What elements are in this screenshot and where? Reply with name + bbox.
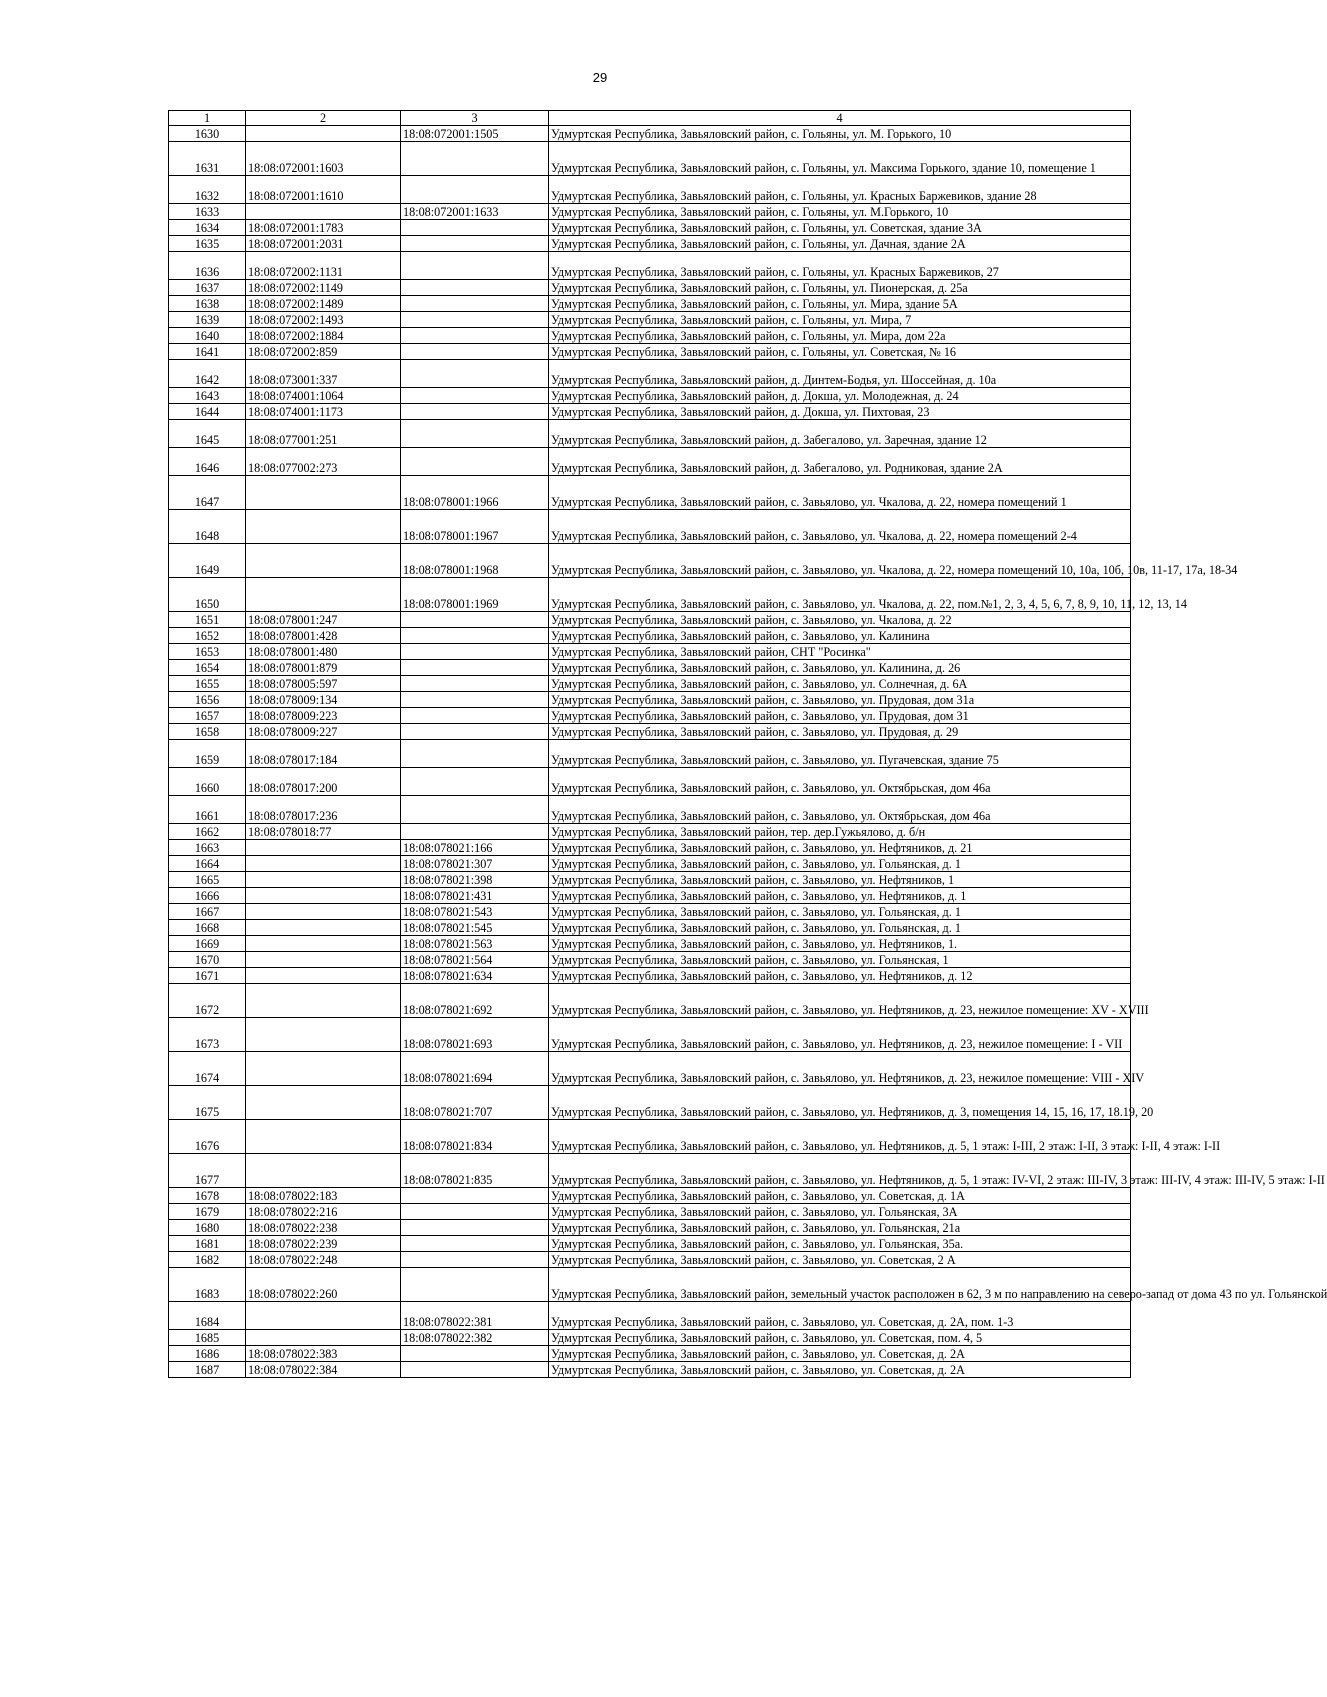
building-cadastral-cell [401, 724, 549, 740]
header-col-3: 3 [401, 111, 549, 126]
table-row [169, 724, 1131, 740]
cadastral-number-cell: 18:08:078022:238 [246, 1220, 401, 1236]
building-cadastral-cell: 18:08:078021:431 [401, 888, 549, 904]
building-cadastral-cell [401, 328, 549, 344]
cadastral-number-cell [246, 510, 401, 544]
header-col-1: 1 [169, 111, 246, 126]
row-number-cell: 1681 [169, 1236, 246, 1252]
address-cell: Удмуртская Республика, Завьяловский район, земельный участок расположен в 62, 3 м по направлению на северо-запад от дома 43 по ул. Гольянской [549, 1268, 1131, 1302]
address-cell: Удмуртская Республика, Завьяловский район, с. Завьялово, ул. Нефтяников, 1. [549, 936, 1131, 952]
row-number-cell: 1667 [169, 904, 246, 920]
address-cell: Удмуртская Республика, Завьяловский район, с. Завьялово, ул. Гольянская, 21а [549, 1220, 1131, 1236]
building-cadastral-cell [401, 312, 549, 328]
table-row [169, 740, 1131, 768]
address-cell: Удмуртская Республика, Завьяловский район, с. Завьялово, ул. Советская, д. 2А [549, 1346, 1131, 1362]
table-row [169, 236, 1131, 252]
building-cadastral-cell [401, 1220, 549, 1236]
address-cell: Удмуртская Республика, Завьяловский район, с. Завьялово, ул. Гольянская, д. 1 [549, 904, 1131, 920]
building-cadastral-cell [401, 404, 549, 420]
address-cell: Удмуртская Республика, Завьяловский район, с. Завьялово, ул. Солнечная, д. 6А [549, 676, 1131, 692]
address-cell: Удмуртская Республика, Завьяловский район, д. Динтем-Бодья, ул. Шоссейная, д. 10а [549, 360, 1131, 388]
row-number-cell: 1675 [169, 1086, 246, 1120]
table-row [169, 1018, 1131, 1052]
address-cell: Удмуртская Республика, Завьяловский район, с. Завьялово, ул. Советская, д. 2А, пом. 1-3 [549, 1302, 1131, 1330]
row-number-cell: 1656 [169, 692, 246, 708]
table-row [169, 1086, 1131, 1120]
building-cadastral-cell: 18:08:078001:1967 [401, 510, 549, 544]
cadastral-number-cell: 18:08:078009:134 [246, 692, 401, 708]
cadastral-number-cell: 18:08:074001:1173 [246, 404, 401, 420]
cadastral-number-cell [246, 1302, 401, 1330]
cadastral-number-cell: 18:08:074001:1064 [246, 388, 401, 404]
cadastral-number-cell [246, 872, 401, 888]
building-cadastral-cell [401, 796, 549, 824]
building-cadastral-cell [401, 1346, 549, 1362]
cadastral-number-cell: 18:08:078022:216 [246, 1204, 401, 1220]
row-number-cell: 1679 [169, 1204, 246, 1220]
address-cell: Удмуртская Республика, Завьяловский район, с. Завьялово, ул. Нефтяников, д. 23, нежилое помещение: I - VII [549, 1018, 1131, 1052]
cadastral-number-cell [246, 476, 401, 510]
building-cadastral-cell [401, 676, 549, 692]
cadastral-number-cell [246, 1018, 401, 1052]
cadastral-number-cell: 18:08:078005:597 [246, 676, 401, 692]
table-row [169, 344, 1131, 360]
building-cadastral-cell: 18:08:078021:834 [401, 1120, 549, 1154]
cadastral-number-cell [246, 1330, 401, 1346]
row-number-cell: 1643 [169, 388, 246, 404]
table-row [169, 404, 1131, 420]
row-number-cell: 1640 [169, 328, 246, 344]
cadastral-number-cell: 18:08:078009:223 [246, 708, 401, 724]
address-cell: Удмуртская Республика, Завьяловский район, д. Забегалово, ул. Заречная, здание 12 [549, 420, 1131, 448]
building-cadastral-cell [401, 612, 549, 628]
building-cadastral-cell: 18:08:078021:307 [401, 856, 549, 872]
cadastral-number-cell [246, 1052, 401, 1086]
building-cadastral-cell [401, 448, 549, 476]
building-cadastral-cell: 18:08:078021:166 [401, 840, 549, 856]
cadastral-number-cell [246, 936, 401, 952]
row-number-cell: 1649 [169, 544, 246, 578]
table-row [169, 204, 1131, 220]
building-cadastral-cell [401, 360, 549, 388]
address-cell: Удмуртская Республика, Завьяловский район, с. Завьялово, ул. Нефтяников, 1 [549, 872, 1131, 888]
address-cell: Удмуртская Республика, Завьяловский район, с. Завьялово, ул. Нефтяников, д. 23, нежилое помещение: XV - XVIII [549, 984, 1131, 1018]
address-cell: Удмуртская Республика, Завьяловский район, с. Завьялово, ул. Чкалова, д. 22, номера помещений 10, 10а, 10б, 10в, 11-17, 17а, 18-34 [549, 544, 1131, 578]
building-cadastral-cell [401, 252, 549, 280]
table-row [169, 676, 1131, 692]
table-row [169, 1268, 1131, 1302]
building-cadastral-cell [401, 768, 549, 796]
building-cadastral-cell [401, 1268, 549, 1302]
building-cadastral-cell [401, 708, 549, 724]
cadastral-number-cell: 18:08:078017:200 [246, 768, 401, 796]
address-cell: Удмуртская Республика, Завьяловский район, с. Завьялово, ул. Нефтяников, д. 23, нежилое помещение: VIII - XIV [549, 1052, 1131, 1086]
building-cadastral-cell [401, 280, 549, 296]
page-number: 29 [592, 70, 608, 85]
table-row [169, 1236, 1131, 1252]
building-cadastral-cell: 18:08:078021:543 [401, 904, 549, 920]
cadastral-number-cell [246, 920, 401, 936]
address-cell: Удмуртская Республика, Завьяловский район, с. Завьялово, ул. Калинина, д. 26 [549, 660, 1131, 676]
row-number-cell: 1645 [169, 420, 246, 448]
building-cadastral-cell: 18:08:078021:634 [401, 968, 549, 984]
cadastral-number-cell [246, 204, 401, 220]
row-number-cell: 1647 [169, 476, 246, 510]
row-number-cell: 1634 [169, 220, 246, 236]
cadastral-number-cell: 18:08:078009:227 [246, 724, 401, 740]
row-number-cell: 1630 [169, 126, 246, 142]
building-cadastral-cell: 18:08:078022:382 [401, 1330, 549, 1346]
table-row [169, 1302, 1131, 1330]
address-cell: Удмуртская Республика, Завьяловский район, с. Завьялово, ул. Советская, 2 А [549, 1252, 1131, 1268]
table-row [169, 544, 1131, 578]
row-number-cell: 1654 [169, 660, 246, 676]
address-cell: Удмуртская Республика, Завьяловский район, д. Докша, ул. Пихтовая, 23 [549, 404, 1131, 420]
building-cadastral-cell: 18:08:078021:707 [401, 1086, 549, 1120]
building-cadastral-cell: 18:08:078021:398 [401, 872, 549, 888]
cadastral-number-cell [246, 840, 401, 856]
building-cadastral-cell [401, 1252, 549, 1268]
cadastral-number-cell: 18:08:073001:337 [246, 360, 401, 388]
row-number-cell: 1666 [169, 888, 246, 904]
row-number-cell: 1660 [169, 768, 246, 796]
address-cell: Удмуртская Республика, Завьяловский район, с. Завьялово, ул. Чкалова, д. 22, номера помещений 2-4 [549, 510, 1131, 544]
building-cadastral-cell [401, 1362, 549, 1378]
row-number-cell: 1687 [169, 1362, 246, 1378]
table-row [169, 796, 1131, 824]
row-number-cell: 1671 [169, 968, 246, 984]
address-cell: Удмуртская Республика, Завьяловский район, с. Гольяны, ул. Мира, дом 22а [549, 328, 1131, 344]
building-cadastral-cell: 18:08:078021:563 [401, 936, 549, 952]
table-row [169, 872, 1131, 888]
row-number-cell: 1685 [169, 1330, 246, 1346]
address-cell: Удмуртская Республика, Завьяловский район, с. Завьялово, ул. Гольянская, 3А [549, 1204, 1131, 1220]
table-row [169, 1204, 1131, 1220]
cadastral-number-cell: 18:08:072002:1884 [246, 328, 401, 344]
address-cell: Удмуртская Республика, Завьяловский район, с. Гольяны, ул. М. Горького, 10 [549, 126, 1131, 142]
address-cell: Удмуртская Республика, Завьяловский район, с. Завьялово, ул. Советская, пом. 4, 5 [549, 1330, 1131, 1346]
cadastral-number-cell [246, 952, 401, 968]
address-cell: Удмуртская Республика, Завьяловский район, д. Докша, ул. Молодежная, д. 24 [549, 388, 1131, 404]
table-row [169, 448, 1131, 476]
cadastral-number-cell [246, 1120, 401, 1154]
address-cell: Удмуртская Республика, Завьяловский район, с. Гольяны, ул. М.Горького, 10 [549, 204, 1131, 220]
cadastral-number-cell: 18:08:072001:1610 [246, 176, 401, 204]
cadastral-number-cell: 18:08:078001:480 [246, 644, 401, 660]
row-number-cell: 1636 [169, 252, 246, 280]
building-cadastral-cell [401, 220, 549, 236]
header-col-2: 2 [246, 111, 401, 126]
cadastral-number-cell: 18:08:072002:1149 [246, 280, 401, 296]
address-cell: Удмуртская Республика, Завьяловский район, с. Завьялово, ул. Октябрьская, дом 46а [549, 796, 1131, 824]
row-number-cell: 1683 [169, 1268, 246, 1302]
table-row [169, 252, 1131, 280]
address-cell: Удмуртская Республика, Завьяловский район, с. Завьялово, ул. Нефтяников, д. 1 [549, 888, 1131, 904]
cadastral-number-cell: 18:08:078018:77 [246, 824, 401, 840]
address-cell: Удмуртская Республика, Завьяловский район, с. Завьялово, ул. Нефтяников, д. 21 [549, 840, 1131, 856]
cadastral-number-cell: 18:08:072002:1489 [246, 296, 401, 312]
address-cell: Удмуртская Республика, Завьяловский район, с. Завьялово, ул. Чкалова, д. 22 [549, 612, 1131, 628]
address-cell: Удмуртская Республика, Завьяловский район, с. Гольяны, ул. Красных Баржевиков, 27 [549, 252, 1131, 280]
cadastral-number-cell: 18:08:078022:383 [246, 1346, 401, 1362]
table-row [169, 1330, 1131, 1346]
row-number-cell: 1670 [169, 952, 246, 968]
table-row [169, 510, 1131, 544]
building-cadastral-cell: 18:08:078021:564 [401, 952, 549, 968]
table-row [169, 824, 1131, 840]
table-row [169, 1154, 1131, 1188]
table-row [169, 768, 1131, 796]
address-cell: Удмуртская Республика, Завьяловский район, с. Завьялово, ул. Гольянская, 1 [549, 952, 1131, 968]
cadastral-number-cell: 18:08:072001:2031 [246, 236, 401, 252]
address-cell: Удмуртская Республика, Завьяловский район, с. Завьялово, ул. Калинина [549, 628, 1131, 644]
building-cadastral-cell: 18:08:072001:1633 [401, 204, 549, 220]
building-cadastral-cell [401, 660, 549, 676]
table-row [169, 952, 1131, 968]
table-row [169, 628, 1131, 644]
table-row [169, 708, 1131, 724]
cadastral-number-cell [246, 984, 401, 1018]
address-cell: Удмуртская Республика, Завьяловский район, СНТ "Росинка" [549, 644, 1131, 660]
table-row [169, 1120, 1131, 1154]
cadastral-number-cell [246, 1086, 401, 1120]
address-cell: Удмуртская Республика, Завьяловский район, с. Завьялово, ул. Нефтяников, д. 5, 1 этаж: I-III, 2 этаж: I-II, 3 этаж: I-II, 4 этаж: I-II [549, 1120, 1131, 1154]
table-row [169, 1362, 1131, 1378]
building-cadastral-cell [401, 344, 549, 360]
building-cadastral-cell: 18:08:078001:1966 [401, 476, 549, 510]
table-row [169, 312, 1131, 328]
row-number-cell: 1638 [169, 296, 246, 312]
cadastral-number-cell [246, 968, 401, 984]
cadastral-number-cell: 18:08:078001:428 [246, 628, 401, 644]
cadastral-number-cell: 18:08:072002:1493 [246, 312, 401, 328]
table-row [169, 1346, 1131, 1362]
building-cadastral-cell [401, 628, 549, 644]
address-cell: Удмуртская Республика, Завьяловский район, с. Завьялово, ул. Чкалова, д. 22, пом.№1, 2, 3, 4, 5, 6, 7, 8, 9, 10, 11, 12, 13, 14 [549, 578, 1131, 612]
row-number-cell: 1680 [169, 1220, 246, 1236]
cadastral-number-cell [246, 904, 401, 920]
row-number-cell: 1661 [169, 796, 246, 824]
table-row [169, 612, 1131, 628]
row-number-cell: 1658 [169, 724, 246, 740]
row-number-cell: 1684 [169, 1302, 246, 1330]
address-cell: Удмуртская Республика, Завьяловский район, с. Завьялово, ул. Нефтяников, д. 5, 1 этаж: IV-VI, 2 этаж: III-IV, 3 этаж: III-IV, 4 этаж: III-IV, 5 этаж: I-II [549, 1154, 1131, 1188]
table-row [169, 578, 1131, 612]
row-number-cell: 1633 [169, 204, 246, 220]
building-cadastral-cell [401, 824, 549, 840]
table-row [169, 904, 1131, 920]
address-cell: Удмуртская Республика, Завьяловский район, с. Завьялово, ул. Прудовая, д. 29 [549, 724, 1131, 740]
table-row [169, 1052, 1131, 1086]
cadastral-number-cell: 18:08:072001:1603 [246, 142, 401, 176]
building-cadastral-cell: 18:08:078021:692 [401, 984, 549, 1018]
building-cadastral-cell: 18:08:078021:545 [401, 920, 549, 936]
table-row [169, 856, 1131, 872]
cadastral-number-cell [246, 856, 401, 872]
address-cell: Удмуртская Республика, Завьяловский район, д. Забегалово, ул. Родниковая, здание 2А [549, 448, 1131, 476]
row-number-cell: 1686 [169, 1346, 246, 1362]
table-row [169, 644, 1131, 660]
address-cell: Удмуртская Республика, Завьяловский район, с. Завьялово, ул. Гольянская, д. 1 [549, 920, 1131, 936]
building-cadastral-cell [401, 388, 549, 404]
table-row [169, 888, 1131, 904]
table-row [169, 1188, 1131, 1204]
table-row [169, 1252, 1131, 1268]
table-row [169, 328, 1131, 344]
row-number-cell: 1652 [169, 628, 246, 644]
row-number-cell: 1650 [169, 578, 246, 612]
table-row [169, 296, 1131, 312]
building-cadastral-cell: 18:08:078021:835 [401, 1154, 549, 1188]
row-number-cell: 1672 [169, 984, 246, 1018]
row-number-cell: 1644 [169, 404, 246, 420]
cadastral-number-cell: 18:08:077001:251 [246, 420, 401, 448]
header-col-4: 4 [549, 111, 1131, 126]
row-number-cell: 1631 [169, 142, 246, 176]
cadastral-number-cell [246, 126, 401, 142]
building-cadastral-cell [401, 1236, 549, 1252]
row-number-cell: 1651 [169, 612, 246, 628]
table-row [169, 420, 1131, 448]
table-header [169, 111, 1131, 126]
address-cell: Удмуртская Республика, Завьяловский район, с. Завьялово, ул. Гольянская, 35а. [549, 1236, 1131, 1252]
row-number-cell: 1669 [169, 936, 246, 952]
cadastral-number-cell: 18:08:078001:247 [246, 612, 401, 628]
row-number-cell: 1668 [169, 920, 246, 936]
building-cadastral-cell [401, 420, 549, 448]
address-cell: Удмуртская Республика, Завьяловский район, с. Гольяны, ул. Пионерская, д. 25а [549, 280, 1131, 296]
row-number-cell: 1635 [169, 236, 246, 252]
table-body [169, 126, 1327, 1378]
table-row [169, 920, 1131, 936]
address-cell: Удмуртская Республика, Завьяловский район, с. Гольяны, ул. Советская, № 16 [549, 344, 1131, 360]
cadastral-number-cell [246, 578, 401, 612]
table-row [169, 1220, 1131, 1236]
table-row [169, 142, 1131, 176]
row-number-cell: 1674 [169, 1052, 246, 1086]
row-number-cell: 1673 [169, 1018, 246, 1052]
row-number-cell: 1676 [169, 1120, 246, 1154]
registry-table [168, 110, 1327, 1378]
cadastral-number-cell [246, 888, 401, 904]
table-row [169, 968, 1131, 984]
row-number-cell: 1662 [169, 824, 246, 840]
table-row [169, 936, 1131, 952]
building-cadastral-cell: 18:08:072001:1505 [401, 126, 549, 142]
building-cadastral-cell [401, 644, 549, 660]
table-row [169, 984, 1131, 1018]
building-cadastral-cell: 18:08:078022:381 [401, 1302, 549, 1330]
building-cadastral-cell [401, 296, 549, 312]
address-cell: Удмуртская Республика, Завьяловский район, с. Гольяны, ул. Красных Баржевиков, здание 28 [549, 176, 1131, 204]
header-row [169, 111, 1131, 126]
table-row [169, 840, 1131, 856]
table-row [169, 126, 1131, 142]
building-cadastral-cell [401, 1188, 549, 1204]
row-number-cell: 1632 [169, 176, 246, 204]
table-row [169, 280, 1131, 296]
row-number-cell: 1678 [169, 1188, 246, 1204]
row-number-cell: 1646 [169, 448, 246, 476]
building-cadastral-cell: 18:08:078021:693 [401, 1018, 549, 1052]
cadastral-number-cell [246, 1154, 401, 1188]
address-cell: Удмуртская Республика, Завьяловский район, с. Завьялово, ул. Прудовая, дом 31 [549, 708, 1131, 724]
cadastral-number-cell: 18:08:072002:1131 [246, 252, 401, 280]
row-number-cell: 1677 [169, 1154, 246, 1188]
table-row [169, 660, 1131, 676]
address-cell: Удмуртская Республика, Завьяловский район, с. Завьялово, ул. Советская, д. 2А [549, 1362, 1131, 1378]
building-cadastral-cell: 18:08:078001:1969 [401, 578, 549, 612]
cadastral-number-cell: 18:08:078022:260 [246, 1268, 401, 1302]
cadastral-number-cell: 18:08:078022:183 [246, 1188, 401, 1204]
table-row [169, 388, 1131, 404]
row-number-cell: 1657 [169, 708, 246, 724]
row-number-cell: 1659 [169, 740, 246, 768]
address-cell: Удмуртская Республика, Завьяловский район, с. Завьялово, ул. Нефтяников, д. 12 [549, 968, 1131, 984]
row-number-cell: 1655 [169, 676, 246, 692]
row-number-cell: 1642 [169, 360, 246, 388]
row-number-cell: 1665 [169, 872, 246, 888]
building-cadastral-cell [401, 142, 549, 176]
building-cadastral-cell [401, 692, 549, 708]
cadastral-number-cell: 18:08:078022:239 [246, 1236, 401, 1252]
address-cell: Удмуртская Республика, Завьяловский район, тер. дер.Гужьялово, д. б/н [549, 824, 1131, 840]
address-cell: Удмуртская Республика, Завьяловский район, с. Гольяны, ул. Максима Горького, здание 10, помещение 1 [549, 142, 1131, 176]
address-cell: Удмуртская Республика, Завьяловский район, с. Завьялово, ул. Чкалова, д. 22, номера помещений 1 [549, 476, 1131, 510]
cadastral-number-cell: 18:08:078022:248 [246, 1252, 401, 1268]
row-number-cell: 1648 [169, 510, 246, 544]
address-cell: Удмуртская Республика, Завьяловский район, с. Завьялово, ул. Нефтяников, д. 3, помещения 14, 15, 16, 17, 18.19, 20 [549, 1086, 1131, 1120]
row-number-cell: 1637 [169, 280, 246, 296]
cadastral-number-cell: 18:08:077002:273 [246, 448, 401, 476]
building-cadastral-cell [401, 740, 549, 768]
cadastral-number-cell: 18:08:078001:879 [246, 660, 401, 676]
table-row [169, 220, 1131, 236]
table-row [169, 176, 1131, 204]
row-number-cell: 1639 [169, 312, 246, 328]
address-cell: Удмуртская Республика, Завьяловский район, с. Гольяны, ул. Дачная, здание 2А [549, 236, 1131, 252]
cadastral-number-cell: 18:08:072002:859 [246, 344, 401, 360]
table-row [169, 476, 1131, 510]
cadastral-number-cell: 18:08:078017:236 [246, 796, 401, 824]
building-cadastral-cell: 18:08:078021:694 [401, 1052, 549, 1086]
address-cell: Удмуртская Республика, Завьяловский район, с. Гольяны, ул. Советская, здание 3А [549, 220, 1131, 236]
cadastral-number-cell: 18:08:078022:384 [246, 1362, 401, 1378]
table-row [169, 692, 1131, 708]
row-number-cell: 1641 [169, 344, 246, 360]
cadastral-number-cell: 18:08:078017:184 [246, 740, 401, 768]
address-cell: Удмуртская Республика, Завьяловский район, с. Завьялово, ул. Прудовая, дом 31а [549, 692, 1131, 708]
address-cell: Удмуртская Республика, Завьяловский район, с. Завьялово, ул. Октябрьская, дом 46а [549, 768, 1131, 796]
building-cadastral-cell [401, 236, 549, 252]
cadastral-number-cell: 18:08:072001:1783 [246, 220, 401, 236]
address-cell: Удмуртская Республика, Завьяловский район, с. Завьялово, ул. Гольянская, д. 1 [549, 856, 1131, 872]
address-cell: Удмуртская Республика, Завьяловский район, с. Гольяны, ул. Мира, здание 5А [549, 296, 1131, 312]
table-row [169, 360, 1131, 388]
address-cell: Удмуртская Республика, Завьяловский район, с. Гольяны, ул. Мира, 7 [549, 312, 1131, 328]
row-number-cell: 1653 [169, 644, 246, 660]
row-number-cell: 1664 [169, 856, 246, 872]
building-cadastral-cell [401, 1204, 549, 1220]
row-number-cell: 1663 [169, 840, 246, 856]
building-cadastral-cell: 18:08:078001:1968 [401, 544, 549, 578]
address-cell: Удмуртская Республика, Завьяловский район, с. Завьялово, ул. Советская, д. 1А [549, 1188, 1131, 1204]
cadastral-number-cell [246, 544, 401, 578]
address-cell: Удмуртская Республика, Завьяловский район, с. Завьялово, ул. Пугачевская, здание 75 [549, 740, 1131, 768]
row-number-cell: 1682 [169, 1252, 246, 1268]
building-cadastral-cell [401, 176, 549, 204]
